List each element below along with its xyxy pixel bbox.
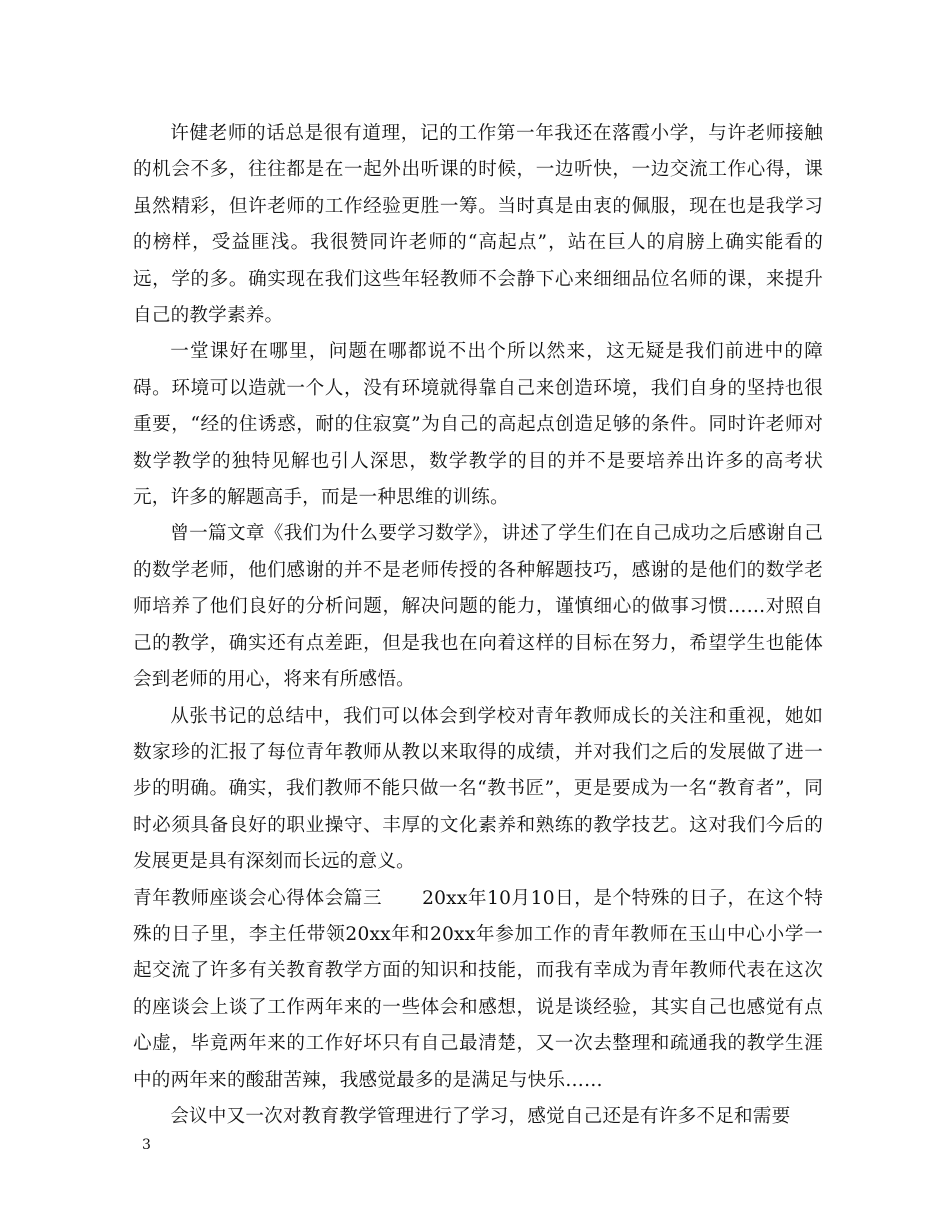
section-heading: 青年教师座谈会心得体会篇三 — [133, 887, 383, 909]
paragraph-3: 曾一篇文章《我们为什么要学习数学》，讲述了学生们在自己成功之后感谢自己的数学老师，他们感谢的并不是老师传授的各种解题技巧，感谢的是他们的数学老师培养了他们良好的分析问题，解决问题的能力，谨慎细心的做事习惯……对照自己的教学，确实还有点差距，但是我也在向着这样的目标在努力，希望学生也能体会到老师的用心，将来有所感悟。 — [133, 523, 823, 691]
paragraph-1: 许健老师的话总是很有道理，记的工作第一年我还在落霞小学，与许老师接触的机会不多，往往都是在一起外出听课的时候，一边听快，一边交流工作心得，课虽然精彩，但许老师的工作经验更胜一筹。当时真是由衷的佩服，现在也是我学习的榜样，受益匪浅。我很赞同许老师的“高起点”，站在巨人的肩膀上确实能看的远，学的多。确实现在我们这些年轻教师不会静下心来细细品位名师的课，来提升自己的教学素养。 — [133, 123, 823, 327]
paragraph-last: 会议中又一次对教育教学管理进行了学习，感觉自己还是有许多不足和需要 — [170, 1105, 791, 1127]
section-paragraph-text: 20xx年10月10日，是个特殊的日子，在这个特殊的日子里，李主任带领20xx年和20xx年参加工作的青年教师在玉山中心小学一起交流了许多有关教育教学方面的知识和技能，而我有幸成为青年教师代表在这次的座谈会上谈了工作两年来的一些体会和感想，说是谈经验，其实自己也感觉有点心虚，毕竟两年来的工作好坏只有自己最清楚，又一次去整理和疏通我的教学生涯中的两年来的酸甜苦辣，我感觉最多的是满足与快乐…… — [133, 887, 823, 1091]
paragraph-4: 从张书记的总结中，我们可以体会到学校对青年教师成长的关注和重视，她如数家珍的汇报了每位青年教师从教以来取得的成绩，并对我们之后的发展做了进一步的明确。确实，我们教师不能只做一名“教书匠”，更是要成为一名“教育者”，同时必须具备良好的职业操守、丰厚的文化素养和熟练的教学技艺。这对我们今后的发展更是具有深刻而长远的意义。 — [133, 705, 823, 873]
paragraph-2: 一堂课好在哪里，问题在哪都说不出个所以然来，这无疑是我们前进中的障碍。环境可以造就一个人，没有环境就得靠自己来创造环境，我们自身的坚持也很重要，“经的住诱惑，耐的住寂寞”为自己的高起点创造足够的条件。同时许老师对数学教学的独特见解也引人深思，数学教学的目的并不是要培养出许多的高考状元，许多的解题高手，而是一种思维的训练。 — [133, 341, 823, 509]
document-body — [133, 116, 823, 1135]
page-number: 3 — [142, 1137, 151, 1153]
section-paragraph — [133, 881, 823, 1099]
